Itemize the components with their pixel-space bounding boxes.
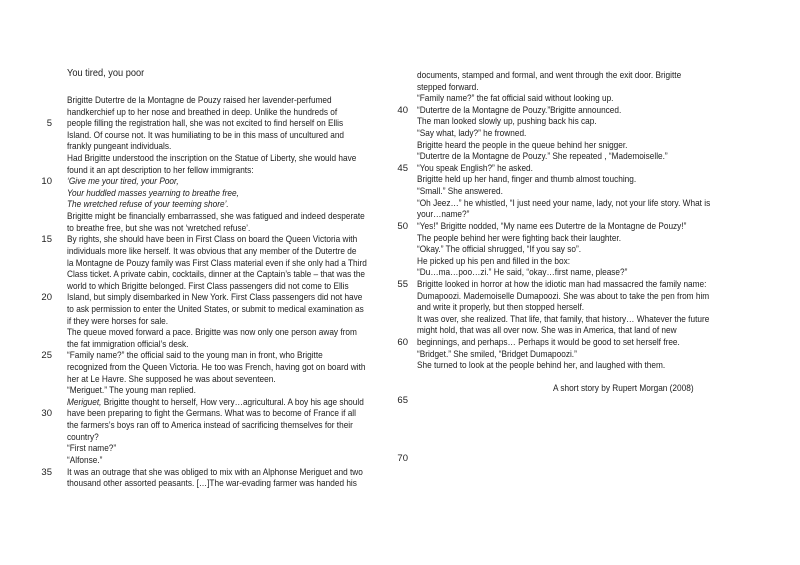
line-text-body: The man looked slowly up, pushing back his cap. [417, 116, 597, 128]
line-text [67, 141, 171, 153]
text-line [392, 221, 754, 233]
text-line [36, 292, 412, 304]
line-text-body: beginnings, and perhaps… Perhaps it would be good to set herself free. [417, 337, 680, 349]
line-text [417, 198, 710, 210]
text-line [36, 153, 412, 165]
text-line [36, 385, 412, 397]
text-line [36, 374, 412, 386]
line-number: 65 [397, 395, 408, 407]
line-text [67, 385, 196, 397]
line-text-body: “Small.” She answered. [417, 186, 503, 198]
line-text-body: the fat immigration official’s desk. [67, 338, 189, 350]
line-text [417, 291, 709, 303]
line-text-body: people filling the registration hall, she was not excited to find herself on Ellis [67, 118, 344, 130]
line-text [417, 151, 668, 163]
text-line [392, 267, 754, 279]
line-text [553, 383, 694, 395]
line-text-body: “You speak English?” he asked. [417, 162, 533, 174]
line-text-body: “Family name?” the fat official said without looking up. [417, 93, 614, 105]
text-line [392, 314, 754, 326]
text-line [36, 118, 412, 130]
line-text [67, 292, 362, 304]
line-text-body: frankly pungeant individuals. [67, 141, 172, 153]
text-line [36, 104, 412, 119]
line-text-body: to breathe free, but she was not ‘wretched refuse’. [67, 222, 251, 234]
text-line [36, 420, 412, 432]
line-text [417, 116, 597, 128]
text-line [392, 198, 754, 210]
left-column [36, 67, 412, 490]
text-line [392, 430, 754, 442]
text-line [392, 186, 754, 198]
line-text [417, 186, 503, 198]
line-number: 15 [41, 234, 52, 246]
line-text [67, 188, 239, 200]
text-line [36, 176, 412, 188]
right-column-lines [392, 70, 754, 465]
text-line [36, 278, 412, 293]
text-line [392, 163, 754, 175]
line-text [417, 174, 636, 186]
line-text [67, 199, 229, 211]
text-line [36, 220, 412, 235]
line-text [67, 478, 357, 490]
line-number: 50 [397, 220, 408, 232]
text-line [392, 233, 754, 245]
line-text [67, 107, 337, 119]
left-column-lines [36, 95, 412, 490]
line-text-body: Brigitte held up her hand, finger and thumb almost touching. [417, 174, 637, 186]
line-text-body: The queue moved forward a pace. Brigitte was now only one person away from [67, 327, 357, 339]
line-text [67, 223, 250, 235]
text-line [392, 453, 754, 465]
text-line [392, 337, 754, 349]
line-number: 30 [41, 408, 52, 420]
line-text [67, 153, 356, 165]
line-text [417, 105, 621, 117]
line-text-body: “Meriguet.” The young man replied. [67, 385, 196, 397]
line-text-body: He picked up his pen and filled in the box: [417, 255, 571, 267]
line-text [417, 70, 681, 82]
text-line [36, 304, 412, 316]
text-line [36, 397, 412, 409]
line-text-body: Island. Of course not. It was humiliating to be in this mass of uncultured and [67, 129, 345, 141]
line-text [67, 408, 356, 420]
text-line [392, 174, 754, 186]
line-text-body: By rights, she should have been in First Class on board the Queen Victoria with [67, 234, 358, 246]
line-text-body: “Say what, lady?” he frowned. [417, 128, 527, 140]
line-text [417, 314, 709, 326]
text-line [392, 372, 754, 384]
line-text-body: Brigitte heard the people in the queue behind her snigger. [417, 139, 628, 151]
line-text [417, 163, 533, 175]
line-text-body: “Dutertre de la Montagne de Pouzy.” She repeated , “Mademoiselle.” [417, 151, 668, 163]
line-text-body: “Family name?” the official said to the young man in front, who Brigitte [67, 350, 323, 362]
line-text-body: Brigitte looked in horror at how the idiotic man had massacred the family name: [417, 278, 707, 290]
line-number: 25 [41, 350, 52, 362]
line-text [417, 128, 526, 140]
text-line [392, 349, 754, 361]
text-line [36, 350, 412, 362]
line-text-body: The people behind her were fighting back their laughter. [417, 232, 622, 244]
line-text [67, 467, 363, 479]
text-line [392, 256, 754, 268]
text-line [392, 93, 754, 105]
text-line [392, 105, 754, 117]
line-text [67, 350, 323, 362]
line-text-body: to ask permission to enter the United States, or submit to medical examination as [67, 303, 364, 315]
line-text [67, 165, 254, 177]
text-line [36, 478, 412, 490]
text-line [392, 128, 754, 140]
line-number: 5 [46, 118, 52, 130]
line-text [417, 337, 680, 349]
line-text-body: The wretched refuse of your teeming shore’. [67, 199, 229, 211]
line-text [67, 234, 357, 246]
line-text-body: her at Le Havre. She supposed he was about seventeen. [67, 373, 276, 385]
text-line [392, 325, 754, 337]
line-text [417, 279, 706, 291]
line-text [67, 397, 364, 409]
line-text [67, 443, 116, 455]
text-line [392, 70, 754, 82]
line-text [67, 281, 349, 293]
text-line [392, 302, 754, 314]
text-line [36, 130, 412, 142]
line-number: 10 [41, 176, 52, 188]
text-line [392, 418, 754, 430]
line-text [67, 269, 365, 281]
line-number: 20 [41, 292, 52, 304]
line-text [417, 140, 627, 152]
line-text-body: “Du…ma…poo…zi.” He said, “okay…first name, please?” [417, 267, 628, 279]
line-text [67, 455, 102, 467]
line-text-body: thousand other assorted peasants. […]The war-evading farmer was handed his [67, 478, 357, 490]
text-line [392, 407, 754, 419]
line-text-body: She turned to look at the people behind her, and laughed with them. [417, 360, 666, 372]
text-line [36, 432, 412, 444]
line-text-body: “Oh Jeez…” he whistled, “I just need your name, lady, not your life story. What is [417, 197, 711, 209]
line-text [417, 360, 665, 372]
line-text [417, 267, 627, 279]
line-text [67, 374, 276, 386]
line-text-body: Brigitte Dutertre de la Montagne de Pouzy raised her lavender-perfumed [67, 95, 332, 106]
line-number: 70 [397, 453, 408, 465]
text-line [392, 140, 754, 152]
line-text-body: It was an outrage that she was obliged to mix with an Alphonse Meriguet and two [67, 466, 363, 478]
line-text-body: Your huddled masses yearning to breathe free, [67, 187, 239, 199]
text-line [36, 246, 412, 258]
line-text-body: stepped forward. [417, 81, 479, 93]
line-text-body: ‘Give me your tired, your Poor, [67, 176, 179, 188]
text-line [392, 244, 754, 256]
line-text [67, 362, 365, 374]
line-text-body: if they were horses for sale. [67, 315, 169, 327]
line-text-body: It was over, she realized. That life, that family, that history… Whatever the future [417, 313, 710, 325]
line-number: 60 [397, 337, 408, 349]
line-number: 45 [397, 162, 408, 174]
line-text-body: have been preparing to fight the Germans. What was to become of France if all [67, 408, 356, 420]
story-title: You tired, you poor [67, 67, 145, 79]
line-text-body: documents, stamped and formal, and went through the exit door. Brigitte [417, 70, 682, 81]
text-line [392, 151, 754, 163]
text-line [36, 362, 412, 374]
line-text [67, 316, 168, 328]
text-line [392, 209, 754, 221]
line-text-body: “Alfonse.” [67, 454, 103, 466]
line-text [67, 327, 357, 339]
text-line [36, 258, 412, 270]
line-text [417, 209, 469, 221]
text-line [36, 327, 412, 339]
line-text [417, 93, 613, 105]
text-line [392, 291, 754, 303]
line-text [67, 420, 353, 432]
line-text [67, 432, 99, 444]
line-number: 40 [397, 104, 408, 116]
text-line [392, 383, 754, 395]
text-line [36, 455, 412, 467]
line-text [67, 246, 356, 258]
text-line [36, 162, 412, 177]
line-text-body: A short story by Rupert Morgan (2008) [553, 383, 694, 395]
line-text-body: Had Brigitte understood the inscription on the Statue of Liberty, she would have [67, 153, 357, 165]
line-text [67, 211, 365, 223]
text-line [36, 234, 412, 246]
text-line [392, 116, 754, 128]
line-text-body: Brigitte thought to herself, How very…agricultural. A boy his age should [101, 396, 364, 408]
text-line [392, 279, 754, 291]
text-line [36, 316, 412, 328]
line-text [67, 130, 344, 142]
text-line [36, 188, 412, 200]
text-line [392, 442, 754, 454]
text-line [36, 95, 412, 107]
text-line [36, 467, 412, 479]
text-line [392, 82, 754, 94]
line-text-body: your…name?” [417, 209, 470, 221]
line-text-body: “Bridget.” She smiled, “Bridget Dumapoozi.” [417, 348, 577, 360]
text-line [36, 211, 412, 223]
line-text-body: individuals more like herself. It was obvious that any member of the Dutertre de [67, 245, 357, 257]
right-column [392, 70, 754, 465]
line-text [417, 256, 570, 268]
line-text [417, 82, 479, 94]
text-line [36, 408, 412, 420]
line-text [417, 244, 581, 256]
line-text-body: handkerchief up to her nose and breathed in deep. Unlike the hundreds of [67, 106, 338, 118]
line-text [67, 176, 179, 188]
line-text-body: Island, but simply disembarked in New York. First Class passengers did not have [67, 292, 363, 304]
line-text-body: “First name?” [67, 443, 117, 455]
line-text-body: country? [67, 431, 99, 443]
line-text [417, 233, 621, 245]
line-text-body: and write it properly, but then stopped herself. [417, 302, 585, 314]
line-text-body: “Dutertre de la Montagne de Pouzy.”Brigitte announced. [417, 104, 622, 116]
text-line [36, 339, 412, 351]
line-text-body: “Okay.” The official shrugged, “If you say so”. [417, 244, 581, 256]
line-text-body: world to which Brigitte belonged. First Class passengers did not come to Ellis [67, 280, 349, 292]
text-line [392, 360, 754, 372]
line-text-body: Dumapoozi. Mademoiselle Dumapoozi. She was about to take the pen from him [417, 290, 710, 302]
text-line [36, 141, 412, 153]
line-text-body: might hold, that was all over now. She was in America, that land of new [417, 325, 677, 337]
line-text [67, 258, 367, 270]
line-number: 55 [397, 278, 408, 290]
line-text [417, 221, 686, 233]
line-text [67, 304, 364, 316]
line-text-italic-lead: Meriguet, [67, 396, 102, 408]
text-line [36, 269, 412, 281]
line-number: 35 [41, 466, 52, 478]
line-text [417, 349, 577, 361]
line-text-body: the farmers’s boys ran off to America instead of sacrificing themselves for their [67, 420, 353, 432]
text-line [36, 443, 412, 455]
line-text [417, 302, 584, 314]
line-text [67, 339, 188, 351]
line-text-body: recognized from the Queen Victoria. He too was French, having got on board with [67, 362, 366, 374]
line-text [417, 325, 677, 337]
line-text-body: “Yes!” Brigitte nodded, “My name ees Dutertre de la Montagne de Pouzy!” [417, 220, 687, 232]
line-text-body: Brigitte might be financially embarrassed, she was fatigued and indeed desperate [67, 211, 365, 223]
line-text [67, 95, 332, 107]
text-line [392, 395, 754, 407]
text-line [36, 199, 412, 211]
line-text-body: la Montagne de Pouzy family was First Class material even if she only had a Third [67, 257, 367, 269]
line-text [67, 118, 343, 130]
line-text-body: found it an apt description to her fellow immigrants: [67, 164, 254, 176]
line-text-body: Class ticket. A private cabin, cocktails, dinner at the Captain’s table – that was the [67, 269, 366, 281]
